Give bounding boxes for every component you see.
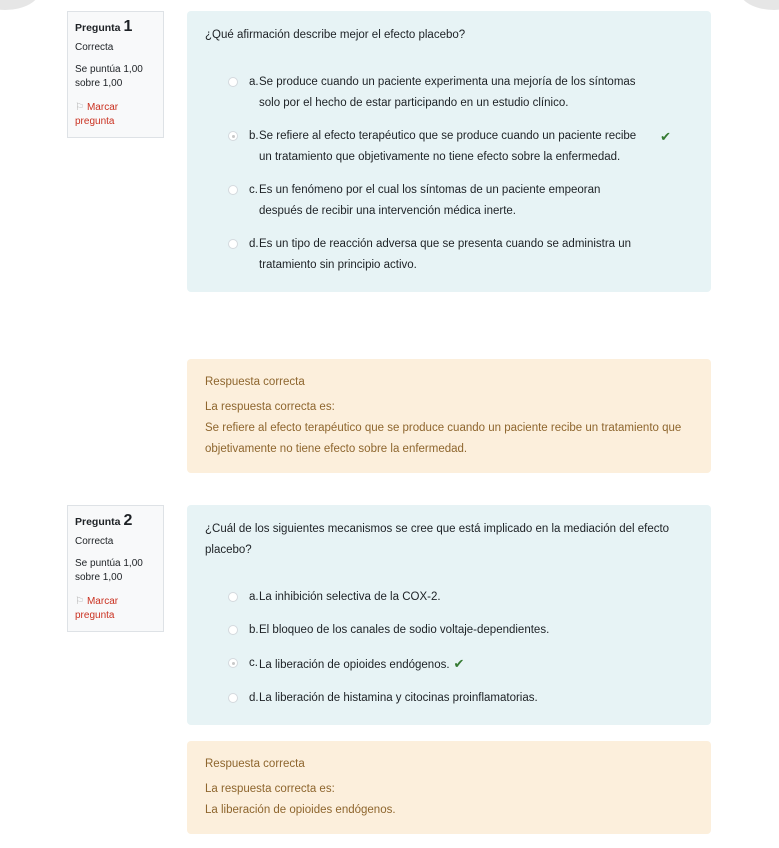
answer-option-c[interactable] [205,180,693,222]
check-icon: ✔ [660,129,671,144]
radio-icon[interactable] [228,77,238,87]
radio-icon[interactable] [228,592,238,602]
answer-option-d[interactable] [205,234,693,276]
question-state: Correcta [75,42,114,53]
flag-question-link[interactable] [75,101,156,129]
question-number-value: 2 [123,512,133,529]
question-number-value: 1 [123,18,133,35]
feedback-intro: La respuesta correcta es: [205,401,335,413]
option-letter: d. [249,692,259,704]
option-letter: c. [249,657,258,669]
option-letter: d. [249,238,259,250]
question-grade: Se puntúa 1,00 sobre 1,00 [75,558,143,583]
option-letter: a. [249,76,259,88]
question-formulation-2 [187,505,711,725]
option-text: Es un fenómeno por el cual los síntomas de un paciente empeoran después de recibir una intervención médica inerte. [259,184,601,217]
flag-icon: ⚐ [75,102,84,113]
answer-option-a[interactable] [205,72,693,114]
option-text: Es un tipo de reacción adversa que se presenta cuando se administra un tratamiento sin principio activo. [259,238,632,271]
answer-option-d[interactable] [205,688,693,709]
flag-question-link[interactable] [75,595,156,623]
radio-icon[interactable] [228,185,238,195]
answer-options [205,72,693,276]
radio-icon[interactable] [228,239,238,249]
question-grade: Se puntúa 1,00 sobre 1,00 [75,64,143,89]
question-info-1 [67,11,164,138]
option-text: El bloqueo de los canales de sodio voltaje-dependientes. [259,624,550,636]
check-icon: ✔ [453,656,465,671]
feedback-answer: La liberación de opioides endógenos. [205,804,396,816]
question-label: Pregunta [75,22,121,34]
flag-label: Marcar pregunta [75,596,119,621]
option-letter: c. [249,184,258,196]
radio-icon[interactable] [228,658,238,668]
option-letter: b. [249,130,259,142]
flag-label: Marcar pregunta [75,102,119,127]
answer-option-b[interactable] [205,126,693,168]
radio-icon[interactable] [228,693,238,703]
question-text: ¿Qué afirmación describe mejor el efecto placebo? [205,29,466,41]
question-feedback-1 [187,359,711,473]
question-state: Correcta [75,536,114,547]
answer-option-c[interactable] [205,653,693,676]
question-text: ¿Cuál de los siguientes mecanismos se cree que está implicado en la mediación del efecto placebo? [205,523,670,556]
answer-options [205,587,693,709]
answer-option-b[interactable] [205,620,693,641]
question-number [75,20,156,35]
corner-decoration-right [739,0,779,10]
question-formulation-1 [187,11,711,292]
feedback-title: Respuesta correcta [205,376,305,388]
option-text: La inhibición selectiva de la COX-2. [259,591,441,603]
flag-icon: ⚐ [75,596,84,607]
option-text: La liberación de opioides endógenos. [259,659,450,671]
question-feedback-2 [187,741,711,834]
question-info-2 [67,505,164,632]
feedback-title: Respuesta correcta [205,758,305,770]
option-text: Se produce cuando un paciente experimenta una mejoría de los síntomas solo por el hecho de estar participando en un estudio clínico. [259,76,636,109]
radio-icon[interactable] [228,625,238,635]
option-letter: a. [249,591,259,603]
feedback-answer: Se refiere al efecto terapéutico que se produce cuando un paciente recibe un tratamiento que objetivamente no tiene efecto sobre la enfermedad. [205,422,682,455]
option-text: Se refiere al efecto terapéutico que se produce cuando un paciente recibe un tratamiento que objetivamente no tiene efecto sobre la enfermedad. [259,130,637,163]
corner-decoration-left [0,0,40,10]
option-letter: b. [249,624,259,636]
feedback-intro: La respuesta correcta es: [205,783,335,795]
radio-icon[interactable] [228,131,238,141]
answer-option-a[interactable] [205,587,693,608]
option-text: La liberación de histamina y citocinas proinflamatorias. [259,692,538,704]
question-number [75,514,156,529]
question-label: Pregunta [75,516,121,528]
